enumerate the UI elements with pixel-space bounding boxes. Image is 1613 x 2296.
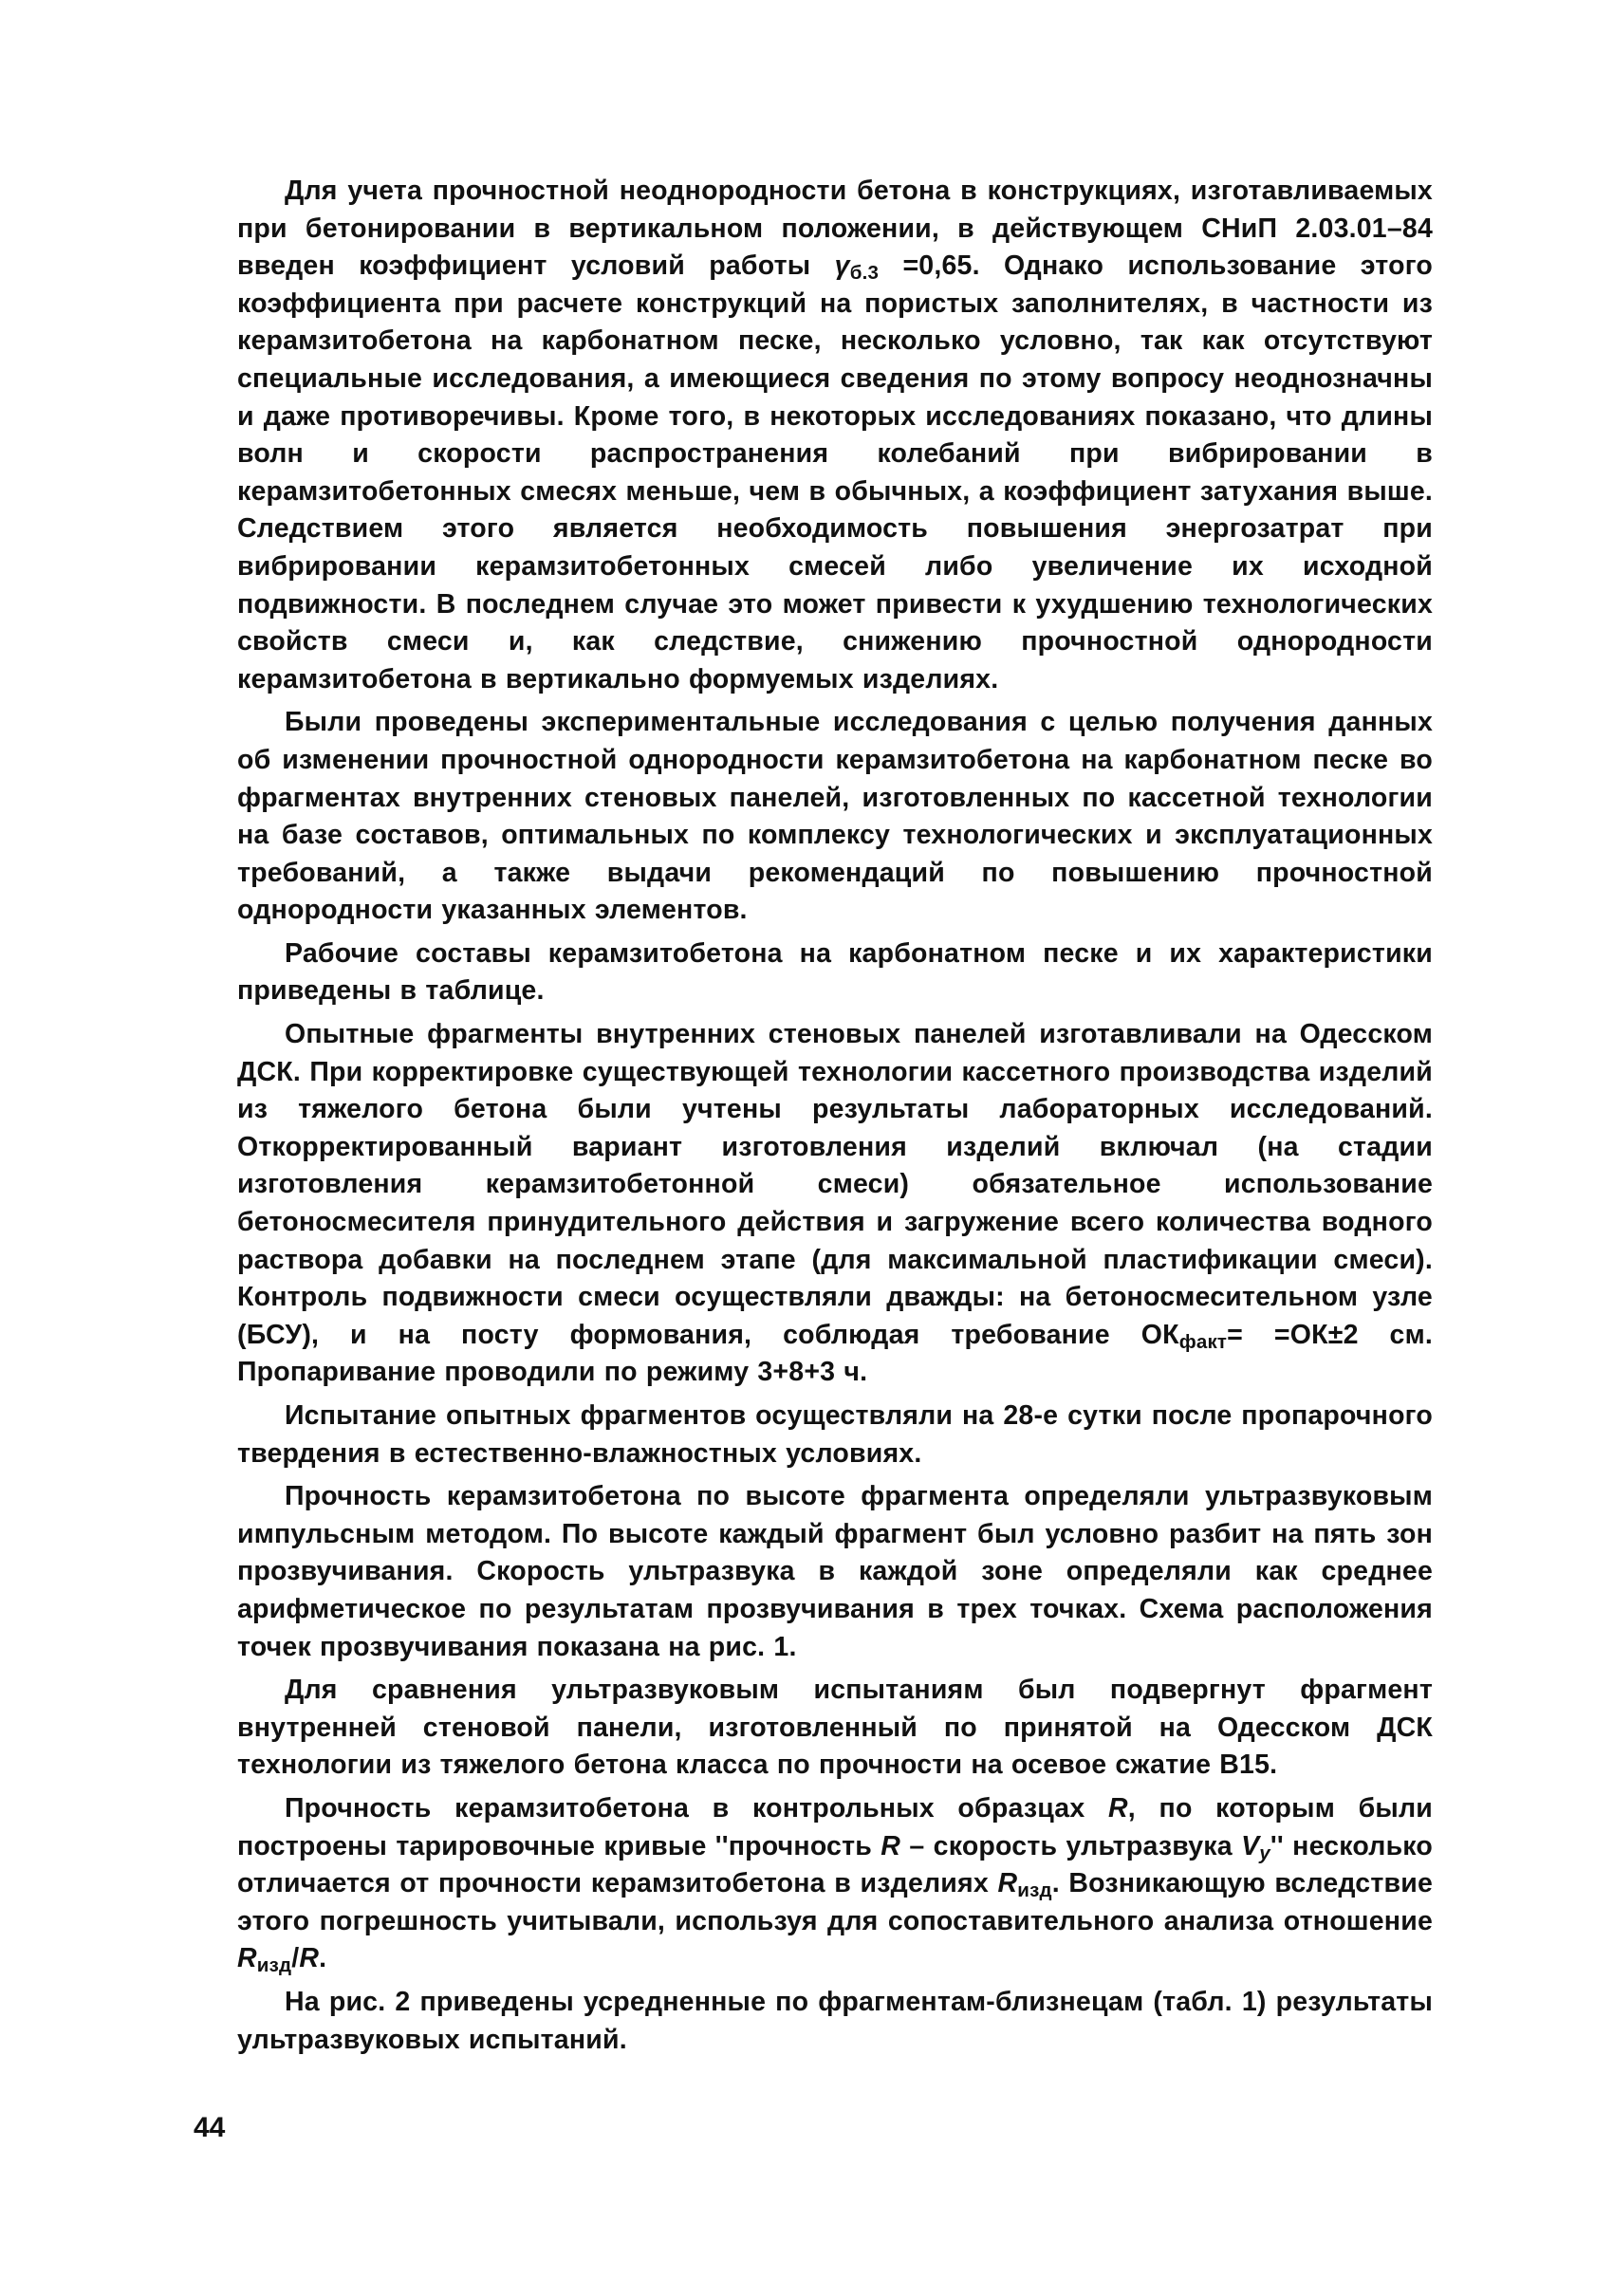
v-subscript: y [1259, 1842, 1270, 1864]
paragraph-8-text-f: / [291, 1943, 300, 1974]
paragraph-4-text-a: Опытные фрагменты внутренних стеновых панелей изготавливали на Одесском ДСК. При корректировке существующей технологии кассетного производства изделий из тяжелого бетона были учтены результаты лабораторных исследований. Откорректированный вариант изготовления изделий включал (на стадии изготовления керамзитобетонной смеси) обязательное использование бетоносмесителя принудительного действия и загружение всего количества водного раствора добавки на последнем этапе (для максимальной пластификации смеси). Контроль подвижности смеси осуществляли дважды: на бетоносмесительном узле (БСУ), и на посту формования, соблюдая требование ОК [237, 1019, 1433, 1350]
paragraph-7: Для сравнения ультразвуковым испытаниям был подвергнут фрагмент внутренней стеновой панели, изготовленный по принятой на Одесском ДСК технологии из тяжелого бетона класса по прочности на осевое сжатие В15. [237, 1675, 1433, 1781]
v-symbol: V [1241, 1830, 1260, 1861]
gamma-symbol: γ [834, 250, 850, 282]
paragraph-6: Прочность керамзитобетона по высоте фрагмента определяли ультразвуковым импульсным методом. По высоте каждый фрагмент был условно разбит на пять зон прозвучивания. Скорость ультразвука в каждой зоне определяли как среднее арифметическое по результатам прозвучивания в трех точках. Схема расположения точек прозвучивания показана на рис. 1. [237, 1481, 1433, 1662]
document-body [237, 173, 1433, 2065]
paragraph-4-text-b: = =ОК±2 см. Пропаривание проводили по режиму 3+8+3 ч. [237, 1319, 1433, 1388]
paragraph-2: Были проведены экспериментальные исследования с целью получения данных об изменении прочностной однородности керамзитобетона на карбонатном песке во фрагментах внутренних стеновых панелей, изготовленных по кассетной технологии на базе составов, оптимальных по комплексу технологических и эксплуатационных требований, а также выдачи рекомендаций по повышению прочностной однородности указанных элементов. [237, 707, 1433, 926]
paragraph-8-text-c: – скорость ультразвука [900, 1830, 1242, 1861]
paragraph-9: На рис. 2 приведены усредненные по фрагментам-близнецам (табл. 1) результаты ультразвуковых испытаний. [237, 1986, 1433, 2055]
paragraph-1-text-a: Для учета прочностной неоднородности бетона в конструкциях, изготавливаемых при бетонировании в вертикальном положении, в действующем СНиП 2.03.01–84 введен коэффициент условий работы [237, 176, 1433, 282]
paragraph-1 [237, 173, 1433, 698]
r-symbol: R [1108, 1792, 1128, 1824]
r-symbol: R [881, 1830, 901, 1861]
r-izd-symbol: R [997, 1868, 1018, 1899]
paragraph-8-text-b: , по которым были построены тарировочные кривые ''прочность [237, 1792, 1433, 1861]
r-izd-subscript: изд [1017, 1879, 1052, 1902]
r-izd-subscript: изд [256, 1954, 292, 1977]
ok-subscript: факт [1178, 1330, 1228, 1353]
gamma-subscript: б.3 [849, 262, 880, 285]
paragraph-8-text-e: . Возникающую вследствие этого погрешность учитывали, используя для сопоставительного анализа отношение [237, 1868, 1434, 1936]
page-number: 44 [194, 2112, 226, 2143]
paragraph-1-text-b: =0,65. Однако использование этого коэффициента при расчете конструкций на пористых заполнителях, в частности из керамзитобетона на карбонатном песке, несколько условно, так как отсутствуют специальные исследования, а имеющиеся сведения по этому вопросу неоднозначны и даже противоречивы. Кроме того, в некоторых исследованиях показано, что длины волн и скорости распространения колебаний при вибрировании в керамзитобетонных смесях меньше, чем в обычных, а коэффициент затухания выше. Следствием этого является необходимость повышения энергозатрат при вибрировании керамзитобетонных смесей либо увеличение их исходной подвижности. В последнем случае это может привести к ухудшению технологических свойств смеси и, как следствие, снижению прочностной однородности керамзитобетона в вертикально формуемых изделиях. [237, 250, 1434, 694]
paragraph-5: Испытание опытных фрагментов осуществляли на 28-е сутки после пропарочного твердения в естественно-влажностных условиях. [237, 1400, 1433, 1469]
paragraph-8-text-g: . [319, 1943, 327, 1974]
paragraph-3: Рабочие составы керамзитобетона на карбонатном песке и их характеристики приведены в таблице. [237, 937, 1433, 1007]
paragraph-8-text-d: '' несколько отличается от прочности керамзитобетона в изделиях [237, 1830, 1434, 1899]
r-izd-symbol: R [237, 1943, 257, 1974]
r-symbol: R [299, 1943, 320, 1974]
paragraph-8 [237, 1790, 1433, 1978]
paragraph-4 [237, 1016, 1433, 1392]
paragraph-8-text-a: Прочность керамзитобетона в контрольных образцах [285, 1792, 1108, 1824]
